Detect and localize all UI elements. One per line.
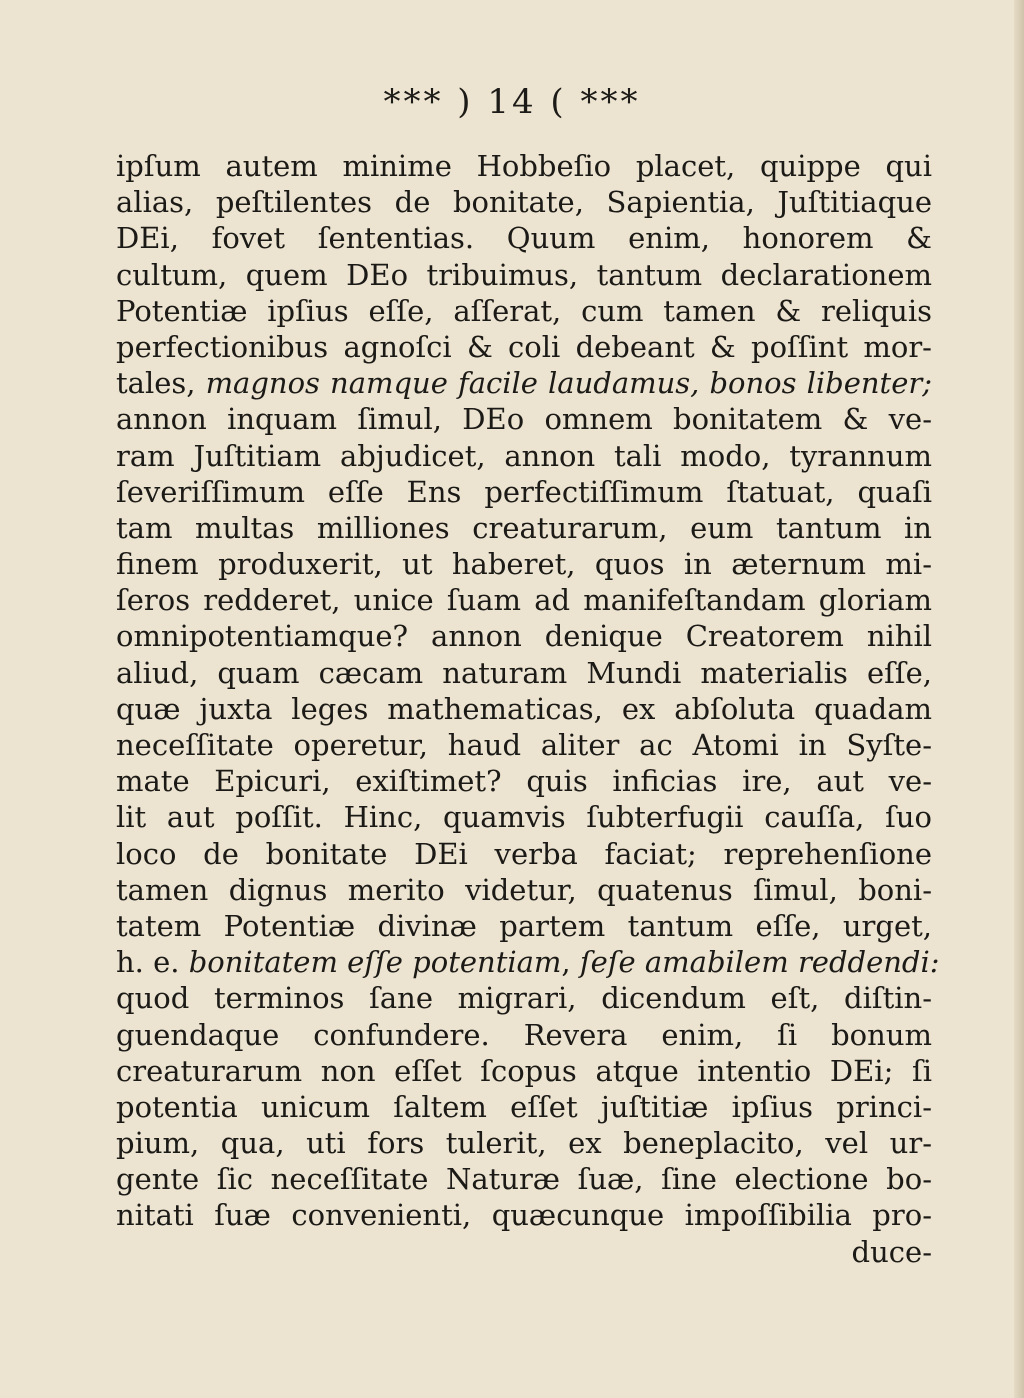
text-line: finem produxerit, ut haberet, quos in æternum mi-: [116, 547, 932, 582]
text-line: alias, peſtilentes de bonitate, Sapientia, Juſtitiaque: [116, 185, 932, 220]
text-line: perfectionibus agnoſci & coli debeant & poſſint mor-: [116, 329, 932, 364]
page-edge: [1014, 0, 1024, 1398]
italic-quote: magnos namque facile laudamus, bonos libenter;: [205, 366, 932, 401]
text-line: tatem Potentiæ divinæ partem tantum eſſe, urget,: [116, 908, 932, 943]
text-line: tam multas milliones creaturarum, eum tantum in: [116, 510, 932, 545]
page-header: *** ) 14 ( ***: [383, 82, 641, 122]
body-text: [116, 148, 940, 1270]
text-line: creaturarum non eſſet ſcopus atque intentio DEi; ſi: [116, 1053, 932, 1088]
text-line: loco de bonitate DEi verba faciat; reprehenſione: [116, 836, 932, 871]
text-line: quod terminos ſane migrari, dicendum eſt, diſtin-: [116, 981, 932, 1016]
text-line: ipſum autem minime Hobbeſio placet, quippe qui: [116, 149, 932, 183]
text-line: neceſſitate operetur, haud aliter ac Atomi in Syſte-: [116, 728, 932, 762]
text-line: tamen dignus merito videtur, quatenus ſimul, boni-: [116, 872, 932, 907]
text-line: quæ juxta leges mathematicas, ex abſoluta quadam: [116, 691, 932, 726]
catchword: duce-: [851, 1234, 932, 1269]
text-line: mate Epicuri, exiſtimet? quis inficias ire, aut ve-: [116, 764, 932, 799]
italic-quote: bonitatem eſſe potentiam: [188, 945, 562, 980]
text-line: ſeveriſſimum eſſe Ens perfectiſſimum ſtatuat, quaſi: [116, 474, 932, 509]
text-line: aliud, quam cæcam naturam Mundi materialis eſſe,: [116, 655, 932, 690]
text-line: nitati ſuæ convenienti, quæcunque impoſſibilia pro-: [116, 1198, 932, 1233]
text-line: Potentiæ ipſius eſſe, aſſerat, cum tamen & reliquis: [116, 293, 932, 328]
text-line: ſeros redderet, unice ſuam ad manifeſtandam gloriam: [116, 583, 932, 618]
text-line: tales, magnos namque facile laudamus, bonos libenter;: [116, 366, 932, 401]
italic-quote: ſeſe amabilem reddendi:: [579, 945, 940, 980]
text-line: pium, qua, uti fors tulerit, ex beneplacito, vel ur-: [116, 1126, 932, 1161]
text-line: potentia unicum ſaltem eſſet juſtitiæ ipſius princi-: [116, 1089, 932, 1124]
text-line: guendaque confundere. Revera enim, ſi bonum: [116, 1017, 932, 1052]
text-line: gente ſic neceſſitate Naturæ ſuæ, ſine electione bo-: [116, 1162, 932, 1197]
text-line: ram Juſtitiam abjudicet, annon tali modo, tyrannum: [116, 438, 932, 473]
text-line: lit aut poſſit. Hinc, quamvis ſubterfugii cauſſa, ſuo: [116, 800, 932, 835]
text-line: cultum, quem DEo tribuimus, tantum declarationem: [116, 257, 932, 292]
text-line: DEi, fovet ſententias. Quum enim, honorem &: [116, 221, 932, 256]
text-line: annon inquam ſimul, DEo omnem bonitatem & ve-: [116, 402, 932, 437]
text-line: h. e. bonitatem eſſe potentiam, ſeſe amabilem reddendi:: [116, 945, 940, 980]
text-line: omnipotentiamque? annon denique Creatorem nihil: [116, 619, 932, 654]
